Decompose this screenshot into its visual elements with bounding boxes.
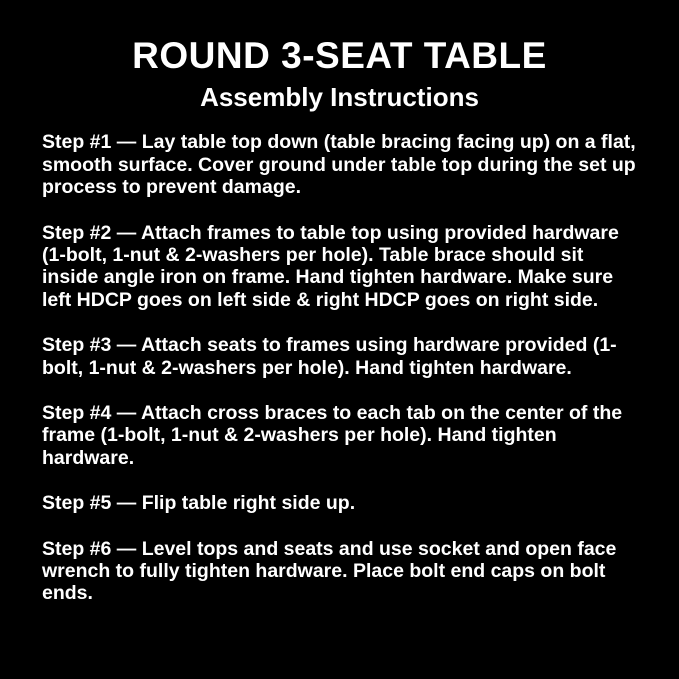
step-5: Step #5 — Flip table right side up. bbox=[42, 492, 356, 515]
header bbox=[0, 0, 679, 111]
page-title: ROUND 3-SEAT TABLE bbox=[132, 35, 547, 76]
step-4: Step #4 — Attach cross braces to each tab on the center of the frame (1-bolt, 1-nut & 2-washers per hole). Hand tighten hardware. bbox=[42, 401, 623, 469]
step-2: Step #2 — Attach frames to table top using provided hardware (1-bolt, 1-nut & 2-washers per hole). Table brace should sit inside angle iron on frame. Hand tighten hardware. Make sure left HDCP goes on left side & right HDCP goes on right side. bbox=[42, 221, 619, 311]
steps-list bbox=[0, 111, 679, 605]
page-subtitle: Assembly Instructions bbox=[200, 81, 479, 112]
step-6: Step #6 — Level tops and seats and use socket and open face wrench to fully tighten hardware. Place bolt end caps on bolt ends. bbox=[42, 537, 617, 605]
step-3: Step #3 — Attach seats to frames using hardware provided (1-bolt, 1-nut & 2-washers per hole). Hand tighten hardware. bbox=[42, 334, 617, 379]
step-1: Step #1 — Lay table top down (table bracing facing up) on a flat, smooth surface. Cover ground under table top during the set up process to prevent damage. bbox=[42, 131, 636, 199]
